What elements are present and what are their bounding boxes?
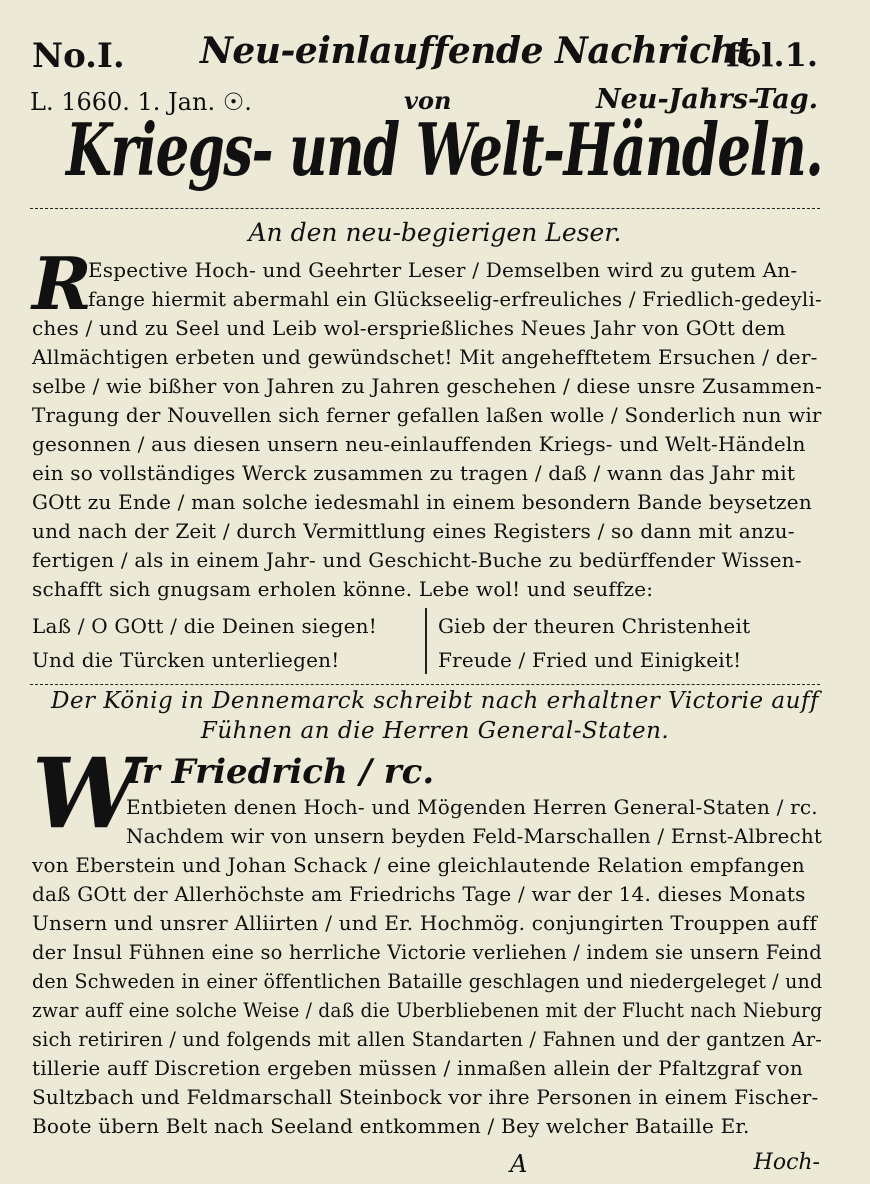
preface-line: Tragung der Nouvellen sich ferner gefallen laßen wolle / Sonderlich nun wir [32, 403, 822, 427]
preface-line: GOtt zu Ende / man solche iedesmahl in einem besondern Bande beysetzen [32, 490, 812, 514]
preface-line: Allmächtigen erbeten und gewündschet! Mit angehefftetem Ersuchen / der- [32, 345, 818, 369]
preface-line: ches / und zu Seel und Leib wol-ersprießliches Neues Jahr von GOtt dem [32, 316, 786, 340]
article-line: Unsern und unsrer Alliirten / und Er. Hochmög. conjungirten Trouppen auff [32, 911, 818, 935]
verse-divider [425, 608, 427, 674]
signature-mark: A [510, 1150, 528, 1178]
preface-line: ein so vollständiges Werck zusammen zu tragen / daß / wann das Jahr mit [32, 461, 796, 485]
article-heading-2: Fühnen an die Herren General-Staten. [200, 718, 670, 744]
preface-line: fertigen / als in einem Jahr- und Geschicht-Buche zu bedürffender Wissen- [32, 548, 802, 572]
preface-line: schafft sich gnugsam erholen könne. Lebe wol! und seuffze: [32, 577, 654, 601]
issue-number: No.I. [32, 36, 125, 76]
article-dropcap: W [32, 737, 140, 850]
verse-right-1: Gieb der theuren Christenheit [438, 614, 751, 638]
preface-line: selbe / wie bißher von Jahren zu Jahren geschehen / diese unsre Zusammen- [32, 374, 823, 398]
preface-line: fange hiermit abermahl ein Glückseelig-erfreuliches / Friedlich-gedeyli- [88, 287, 822, 311]
article-line: Entbieten denen Hoch- und Mögenden Herren General-Staten / rc. [126, 795, 818, 819]
article-opening: Ir Friedrich / rc. [126, 752, 435, 792]
issue-date: L. 1660. 1. Jan. ☉. [30, 88, 252, 116]
verse-left-1: Laß / O GOtt / die Deinen siegen! [32, 614, 377, 638]
preface-line: und nach der Zeit / durch Vermittlung eines Registers / so dann mit anzu- [32, 519, 795, 543]
article-line: Boote übern Belt nach Seeland entkommen / Bey welcher Bataille Er. [32, 1114, 750, 1138]
divider-middle [30, 684, 820, 685]
verse-left-2: Und die Türcken unterliegen! [32, 648, 340, 672]
article-line: Nachdem wir von unsern beyden Feld-Marschallen / Ernst-Albrecht [126, 824, 823, 848]
article-line: sich retiriren / und folgends mit allen Standarten / Fahnen und der gantzen Ar- [32, 1027, 822, 1051]
article-heading-1: Der König in Dennemarck schreibt nach erhaltner Victorie auff [51, 688, 819, 714]
verse-right-2: Freude / Fried und Einigkeit! [438, 648, 742, 672]
article-line: der Insul Fühnen eine so herrliche Victorie verliehen / indem sie unsern Feind [32, 940, 822, 964]
preface-line: Espective Hoch- und Geehrter Leser / Demselben wird zu gutem An- [88, 258, 798, 282]
folio-number: fol.1. [726, 36, 818, 74]
article-line: Sultzbach und Feldmarschall Steinbock vor ihre Personen in einem Fischer- [32, 1085, 819, 1109]
article-line: zwar auff eine solche Weise / daß die Uberbliebenen mit der Flucht nach Nieburg [32, 998, 823, 1022]
preface-heading: An den neu-begierigen Leser. [248, 218, 622, 247]
preface-dropcap: R [32, 241, 92, 326]
von-word: von [404, 86, 452, 115]
catchword: Hoch- [753, 1150, 820, 1175]
masthead: Kriegs- und Welt-Händeln. [66, 107, 823, 192]
newspaper-title: Neu-einlauffende Nachricht [200, 30, 753, 72]
article-line: daß GOtt der Allerhöchste am Friedrichs Tage / war der 14. dieses Monats [32, 882, 806, 906]
article-line: von Eberstein und Johan Schack / eine gleichlautende Relation empfangen [32, 853, 805, 877]
preface-line: gesonnen / aus diesen unsern neu-einlauffenden Kriegs- und Welt-Händeln [32, 432, 806, 456]
article-line: tillerie auff Discretion ergeben müssen / inmaßen allein der Pfaltzgraf von [32, 1056, 804, 1080]
divider-top [30, 208, 820, 209]
article-line: den Schweden in einer öffentlichen Bataille geschlagen und niedergeleget / und [32, 969, 823, 993]
new-year-day: Neu-Jahrs-Tag. [595, 84, 818, 115]
